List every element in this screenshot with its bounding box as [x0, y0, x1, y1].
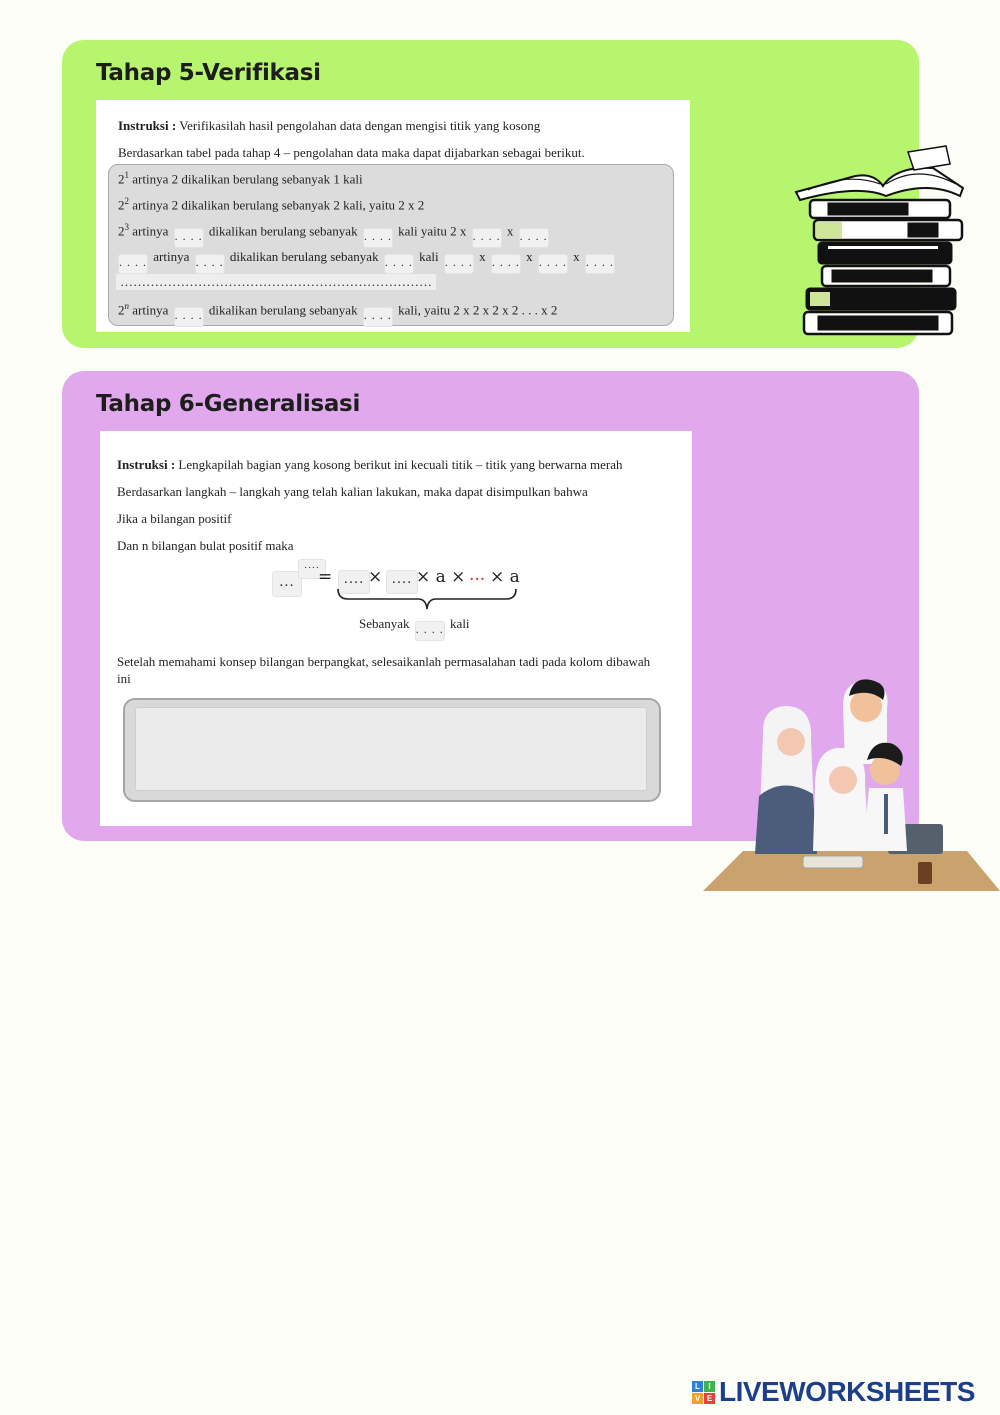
blank-input[interactable]: . . . . [472, 228, 502, 248]
factor-input[interactable]: .... [386, 570, 418, 594]
line-2: $2^2$ artinya 2 dikalikan berulang sebanyak 2 kali, yaitu 2 x 2 [118, 196, 425, 213]
instruction-text: Lengkapilah bagian yang kosong berikut ini kecuali titik – titik yang berwarna merah [178, 457, 623, 472]
blank-input[interactable]: . . . . [363, 228, 393, 248]
equals-sign: = [318, 567, 333, 587]
closing-text: Setelah memahami konsep bilangan berpangkat, selesaikanlah permasalahan tadi pada kolom dibawah ini [117, 654, 651, 686]
answer-input[interactable] [135, 707, 647, 791]
times-sign: × [368, 567, 383, 587]
instruction-label: Instruksi : [117, 457, 176, 472]
underbrace [334, 587, 520, 617]
line-4: . . . . artinya . . . . dikalikan berulang sebanyak . . . . kali . . . . x . . . . x . . . . x . . . . [116, 249, 617, 274]
blank-input[interactable]: . . . . [195, 254, 225, 274]
instruction-label: Instruksi : [118, 118, 177, 133]
formula-base-input[interactable]: ... [272, 571, 302, 597]
formula-tail: × a [490, 567, 520, 587]
intro-text: Berdasarkan tabel pada tahap 4 – pengolahan data maka dapat dijabarkan sebagai berikut. [118, 145, 585, 160]
brand-name: LIVEWORKSHEETS [719, 1376, 975, 1407]
blank-input[interactable]: . . . . [519, 228, 549, 248]
factor-input[interactable]: .... [338, 570, 370, 594]
liveworksheets-logo [692, 1376, 975, 1408]
blank-input[interactable]: . . . . [118, 254, 148, 274]
blank-input[interactable]: . . . . [174, 307, 204, 327]
line-6: 2$^n$ artinya . . . . dikalikan berulang sebanyak . . . . kali, yaitu 2 x 2 x 2 x 2 . . . x 2 [118, 301, 557, 327]
count-input[interactable]: . . . . [415, 621, 445, 641]
formula-middle: × a × [416, 567, 466, 587]
answer-box [123, 698, 661, 802]
instruction [118, 118, 540, 134]
instruction [117, 457, 622, 473]
brace-label: Sebanyak . . . . kali [359, 616, 470, 641]
line-1: $2^1$ artinya 2 dikalikan berulang sebanyak 1 kali [118, 170, 363, 187]
blank-input[interactable]: . . . . [585, 254, 615, 274]
condition-1: Jika a bilangan positif [117, 511, 232, 526]
worksheet-card [96, 100, 690, 332]
section-title: Tahap 5-Verifikasi [96, 60, 321, 86]
blank-input[interactable]: . . . . [174, 228, 204, 248]
blank-input[interactable]: . . . . [538, 254, 568, 274]
worksheet-card [100, 431, 692, 826]
blank-input[interactable]: . . . . [491, 254, 521, 274]
blank-input[interactable]: . . . . [444, 254, 474, 274]
books-illustration [788, 140, 973, 336]
condition-2: Dan n bilangan bulat positif maka [117, 538, 294, 553]
red-dots: ... [469, 565, 486, 585]
section-title: Tahap 6-Generalisasi [96, 391, 361, 417]
blank-input[interactable]: . . . . [363, 307, 393, 327]
intro-text: Berdasarkan langkah – langkah yang telah kalian lakukan, maka dapat disimpulkan bahwa [117, 484, 588, 499]
blank-input[interactable]: . . . . [384, 254, 414, 274]
line-3: $2^3$ artinya . . . . dikalikan berulang sebanyak . . . . kali yaitu 2 x . . . . x . . . . [118, 222, 551, 248]
students-illustration [703, 676, 1000, 892]
instruction-text: Verifikasilah hasil pengolahan data dengan mengisi titik yang kosong [179, 118, 541, 133]
dots-input[interactable]: ……………………………………………………………… [116, 274, 436, 290]
formula-exponent-input[interactable]: .... [298, 559, 326, 579]
logo-grid-icon: L I V E [692, 1381, 715, 1404]
